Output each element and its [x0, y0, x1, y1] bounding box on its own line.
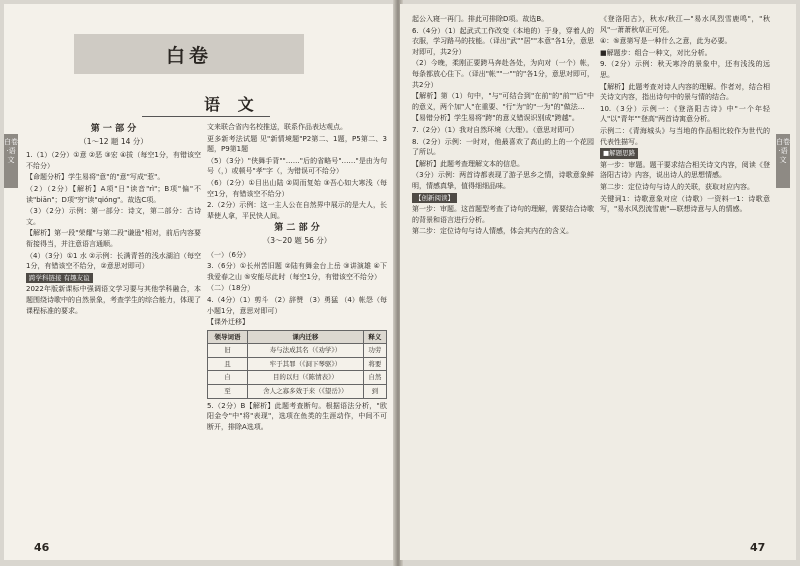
table-row	[208, 357, 387, 371]
banner	[74, 34, 304, 74]
paragraph: 起公入寝一再门。排此可排除D项。故选B。	[412, 15, 549, 23]
paragraph: ④：⑤意第写是一种什么之意，此为必要。	[600, 37, 732, 46]
paragraph: 关键词1：诗歌意象对应（诗歌）一资料一1：诗歌意写，"易水风烈流雪鹿"—联想诗意与人的情感。	[600, 194, 770, 214]
paragraph: 4.（4分）（1）剪斗 （2）辞赞 （3）勇猛 （4）帐怨（每小题1分，意思对即可）	[207, 295, 387, 315]
table-row	[208, 371, 387, 385]
paragraph: 5.（2分）B【解析】此题考查断句。根据语法分析，"欧阳金令"中"将"表现"，选项在鱼类的生涯动作，中间不可断开，排除A选项。	[207, 401, 387, 431]
feature-tag: ■解题思路	[600, 148, 638, 159]
side-tab-right: 白卷·语文	[776, 134, 790, 188]
vocab-table	[207, 330, 387, 399]
left-page	[4, 4, 396, 560]
paragraph: ■解题步：组合一种文，对比分析。	[600, 48, 712, 57]
table-cell: 自	[208, 371, 248, 385]
side-tab-left: 白卷·语文	[4, 134, 18, 188]
section1-title: 第 一 部 分	[90, 124, 137, 134]
table-cell: 牢于其罪（《洞下琴驱》）	[248, 357, 364, 371]
paragraph: 【易错分析】学生易将"跨"的意义错误识别成"跨越"。	[412, 114, 579, 123]
right-column-1	[412, 14, 594, 544]
paragraph: 8.（2分）示例：一时对，他最喜欢了高山的上的一个花园了所以。	[412, 137, 594, 157]
paragraph: 9.（2分）示例：秋天寒冷的景象中，还有浅浅的远思。	[600, 60, 770, 79]
paragraph: 7.（2分）（1）我对自然环境（大理）。（意思对即可）	[412, 125, 579, 134]
paragraph: 【课外迁移】	[207, 318, 249, 327]
table-row	[208, 385, 387, 399]
paragraph: 6.（4分）（1）起武式工作改变（本地的）于身，穿着人的衣服，学习路马的技能。（译出"武""居""本意"各1分，意思对即可，共2分）	[412, 26, 594, 56]
paragraph: 1.（1）（2分）①意 ②恶 ③宏 ④拔（每空1分，有错该空不给分）	[26, 151, 201, 170]
page-number-right: 47	[750, 541, 766, 554]
paragraph: 【命题分析】学生易将"意"的"意"写成"惹"。	[26, 173, 165, 182]
subject-underline	[142, 116, 270, 117]
section2-range: （3～20 题 56 分）	[262, 235, 332, 245]
paragraph: 第一步：审题。题干要求结合相关诗文内容，阅读《登洛阳古诗》内容，说出诗人的思想情感。	[600, 160, 770, 180]
paragraph: 第二步：定位诗句与诗人的关联，获取对应内容。	[600, 182, 754, 191]
page-number-left: 46	[34, 541, 50, 554]
paragraph: （3分）示例：两首诗都表现了游子思乡之情，诗歌意象鲜明，情感真挚，值得细细品味。	[412, 171, 594, 190]
paragraph: 【解析】第（1）句中，"与"可结合到"在前"的"前""后"中的意义，两个加"人"在重要、"行"为"的"一为"的"做法…	[412, 92, 594, 111]
paragraph: 2.（2分）示例：这一主人公在自然界中展示的是大人，长辈使人拿，平民快人间。	[207, 201, 387, 220]
paragraph: 第二步：定位诗句与诗人情感，体会其内在的含义。	[412, 227, 573, 236]
section2-title: 第 二 部 分	[274, 223, 320, 234]
paragraph: 2022年版新课标中强调语文学习要与其他学科融合，本题围绕诗歌中的自然景象，考查学生的综合能力，体现了课程标准的要求。	[26, 285, 201, 315]
paragraph: 【解析】第一段"荣耀"与第二段"谦逊"相对，前后内容要衔接得当，并注意语言通顺。	[26, 229, 201, 248]
paragraph: （2）今晚，柔刚正要跨马奔赴各处，为向对（一个）帐，每条都放心住下。（译出"帐""一""的"各1分，意思对即可，共2分）	[412, 59, 594, 89]
table-cell: 自然	[363, 371, 386, 385]
table-cell: 到	[363, 385, 386, 399]
table-cell: 旧	[208, 344, 248, 358]
paragraph: 【解析】此题考查对诗人内容的理解。作者对，结合相关诗文内容，指出诗句中的景与情的结合。	[600, 82, 770, 102]
subject-title: 语 文	[204, 95, 260, 114]
paragraph: （3）（2分）示例：第一部分：诗文，第二部分：古诗文。	[26, 207, 201, 226]
table-header: 释义	[363, 330, 386, 344]
banner-text: 白卷	[165, 44, 212, 67]
feature-tag: 【创新阅读】	[412, 193, 457, 204]
table-cell: 功劳	[363, 344, 386, 358]
table-row	[208, 344, 387, 358]
paragraph: （5）（3分）"侠舞手背""……"后的省略号"……"是由为句号（，）或顿号"孝"字（，为错误可不给分）	[207, 156, 387, 176]
table-cell: 舍人之寡多效于来（《望岳》）	[248, 385, 364, 399]
paragraph: 示例二：《青海城头》与当地的作品相比较作为世代的代表性描写。	[600, 126, 770, 146]
table-header: 领导词语	[208, 330, 248, 344]
table-cell: 至	[208, 385, 248, 399]
paragraph: 更多新考法试题 见"新情境题"P2第二、1题，P5第二、3题，P9第1题	[207, 134, 387, 154]
right-column-2	[600, 14, 770, 544]
paragraph: 第一步：审题。这首题型考查了诗句的理解，需要结合诗歌的背景和语言进行分析。	[412, 205, 594, 224]
table-cell: 目的以归（《陈情表》）	[248, 371, 364, 385]
paragraph: 《登洛阳古》，秋水/秋江—"易水风烈雪鹿鸣"，"秋风"一萧萧秋草正可凭。	[600, 15, 770, 34]
paragraph: 文来联合省内名校推送，联系作品表达观点。	[207, 123, 347, 131]
table-cell: 且	[208, 357, 248, 371]
left-column-1	[26, 122, 201, 542]
left-column-2	[207, 122, 387, 542]
table-header: 课内迁移	[248, 330, 364, 344]
right-page	[400, 4, 796, 560]
paragraph: （4）（3分）①1 水 ②示例：长满青苔的浅水湖泊（每空1分，有错该空不给分，②意思对即可）	[26, 251, 201, 271]
paragraph: （一）（6分）	[207, 250, 250, 259]
feature-tag: 跨学科链接 有趣友谊	[26, 273, 93, 284]
section1-range: （1～12 题 14 分）	[79, 136, 148, 146]
paragraph: 【解析】此题考查理解文本的信息。	[412, 159, 524, 168]
paragraph: 10.（3分）示例一：《登洛阳古诗》中"一个年轻人"以"青年""登高"两首诗寓意分析。	[600, 104, 770, 124]
table-cell: 寿与法成其名（《劝学》）	[248, 344, 364, 358]
paragraph: （二）（18分）	[207, 284, 255, 293]
paragraph: （6）（2分）①目出山陆 ②周而复始 ③吾心如大寒浅（每空1分，有错该空不给分）	[207, 178, 387, 198]
paragraph: （2）（2分）【解析】A项"日"读音"rì"；B项"偏"不读"biān"；D项"穷"读"qióng"。故选C项。	[26, 184, 201, 204]
table-cell: 将要	[363, 357, 386, 371]
paragraph: 3.（6分）①长州苦旧题 ②陆有舞金台上岳 ③讲演雄 ④下我爱春之山 ⑤安能尽此时（每空1分，有错该空不给分）	[207, 262, 387, 281]
